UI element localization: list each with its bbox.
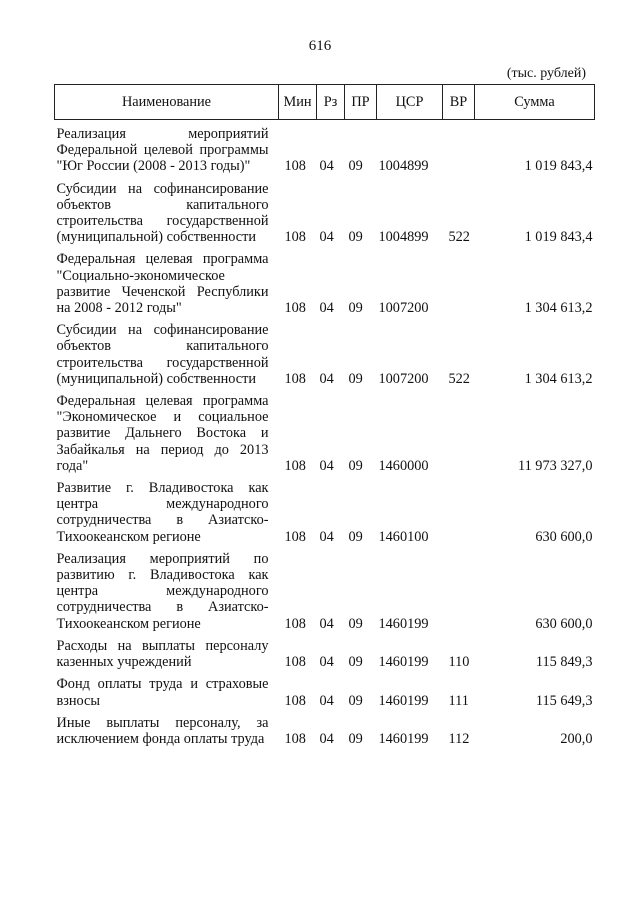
cell-vr [443, 387, 475, 474]
cell-name: Субсидии на софинансирование объектов капитального строительства государственной (муниципальной) собственности [56, 322, 269, 387]
cell-vr [443, 474, 475, 545]
cell-pr: 09 [348, 528, 363, 545]
cell-vr: 522 [448, 229, 470, 246]
cell-vr [443, 245, 475, 316]
cell-min: 108 [284, 730, 306, 747]
cell-sum: 115 649,3 [535, 692, 593, 709]
cell-rz: 04 [319, 692, 334, 709]
cell-csr: 1007200 [378, 300, 429, 317]
table-row [55, 175, 595, 246]
cell-rz: 04 [319, 229, 334, 246]
table-row [55, 474, 595, 545]
budget-table [54, 84, 595, 747]
cell-min: 108 [284, 229, 306, 246]
header-vr: ВР [443, 85, 475, 120]
cell-vr: 522 [448, 370, 470, 387]
cell-rz: 04 [319, 615, 334, 632]
header-pr: ПР [345, 85, 377, 120]
cell-name: Субсидии на софинансирование объектов капитального строительства государственной (муниципальной) собственности [56, 180, 269, 246]
cell-pr: 09 [348, 370, 363, 387]
cell-pr: 09 [348, 229, 363, 246]
cell-name: Федеральная целевая программа "Социально-экономическое развитие Чеченской Республики на 2008 - 2012 годы" [56, 251, 269, 317]
cell-pr: 09 [348, 692, 363, 709]
cell-min: 108 [284, 654, 306, 671]
cell-csr: 1460199 [378, 654, 429, 671]
cell-vr [443, 120, 475, 175]
cell-name: Расходы на выплаты персоналу казенных учреждений [56, 637, 269, 671]
cell-rz: 04 [319, 457, 334, 474]
header-rz: Рз [317, 85, 345, 120]
cell-pr: 09 [348, 300, 363, 317]
table-row [55, 670, 595, 708]
cell-sum: 1 019 843,4 [524, 158, 593, 175]
cell-name: Иные выплаты персоналу, за исключением фонда оплаты труда [56, 714, 269, 747]
cell-name: Фонд оплаты труда и страховые взносы [56, 676, 269, 709]
cell-min: 108 [284, 300, 306, 317]
cell-sum: 11 973 327,0 [517, 457, 593, 474]
cell-rz: 04 [319, 730, 334, 747]
table-row [55, 545, 595, 632]
page-number: 616 [308, 38, 332, 54]
cell-sum: 115 849,3 [535, 654, 593, 671]
cell-pr: 09 [348, 730, 363, 747]
cell-vr: 110 [448, 654, 470, 671]
table-row [55, 120, 595, 175]
header-name: Наименование [55, 85, 279, 120]
table-row [55, 387, 595, 474]
cell-sum: 1 304 613,2 [524, 300, 593, 317]
cell-min: 108 [284, 615, 306, 632]
cell-min: 108 [284, 370, 306, 387]
table-row [55, 316, 595, 387]
cell-vr [443, 545, 475, 632]
table-row [55, 632, 595, 670]
cell-csr: 1004899 [378, 158, 429, 175]
cell-pr: 09 [348, 615, 363, 632]
cell-csr: 1460100 [378, 528, 429, 545]
table-row [55, 245, 595, 316]
cell-rz: 04 [319, 300, 334, 317]
cell-name: Реализация мероприятий по развитию г. Владивостока как центра международного сотрудничества в Азиатско-Тихоокеанском регионе [56, 550, 269, 632]
header-csr: ЦСР [377, 85, 443, 120]
cell-rz: 04 [319, 158, 334, 175]
cell-csr: 1460000 [378, 457, 429, 474]
cell-vr: 112 [448, 730, 470, 747]
table-header-row [55, 85, 595, 120]
table-row [55, 709, 595, 747]
units-note: (тыс. рублей) [506, 66, 586, 81]
cell-min: 108 [284, 528, 306, 545]
cell-sum: 1 019 843,4 [524, 229, 593, 246]
cell-min: 108 [284, 457, 306, 474]
header-sum: Сумма [475, 85, 595, 120]
cell-csr: 1460199 [378, 615, 429, 632]
cell-pr: 09 [348, 457, 363, 474]
cell-csr: 1460199 [378, 692, 429, 709]
cell-rz: 04 [319, 528, 334, 545]
cell-pr: 09 [348, 158, 363, 175]
cell-csr: 1004899 [378, 229, 429, 246]
cell-sum: 200,0 [560, 730, 593, 747]
cell-vr: 111 [448, 692, 469, 709]
cell-pr: 09 [348, 654, 363, 671]
cell-min: 108 [284, 692, 306, 709]
cell-rz: 04 [319, 654, 334, 671]
cell-csr: 1460199 [378, 730, 429, 747]
cell-sum: 1 304 613,2 [524, 370, 593, 387]
cell-name: Федеральная целевая программа "Экономическое и социальное развитие Дальнего Востока и Забайкалья на период до 2013 года" [56, 393, 269, 474]
cell-sum: 630 600,0 [535, 528, 593, 545]
cell-min: 108 [284, 158, 306, 175]
cell-sum: 630 600,0 [535, 615, 593, 632]
cell-csr: 1007200 [378, 370, 429, 387]
cell-name: Реализация мероприятий Федеральной целевой программы "Юг России (2008 - 2013 годы)" [56, 126, 269, 175]
cell-rz: 04 [319, 370, 334, 387]
header-min: Мин [279, 85, 317, 120]
cell-name: Развитие г. Владивостока как центра международного сотрудничества в Азиатско-Тихоокеанском регионе [56, 480, 269, 545]
